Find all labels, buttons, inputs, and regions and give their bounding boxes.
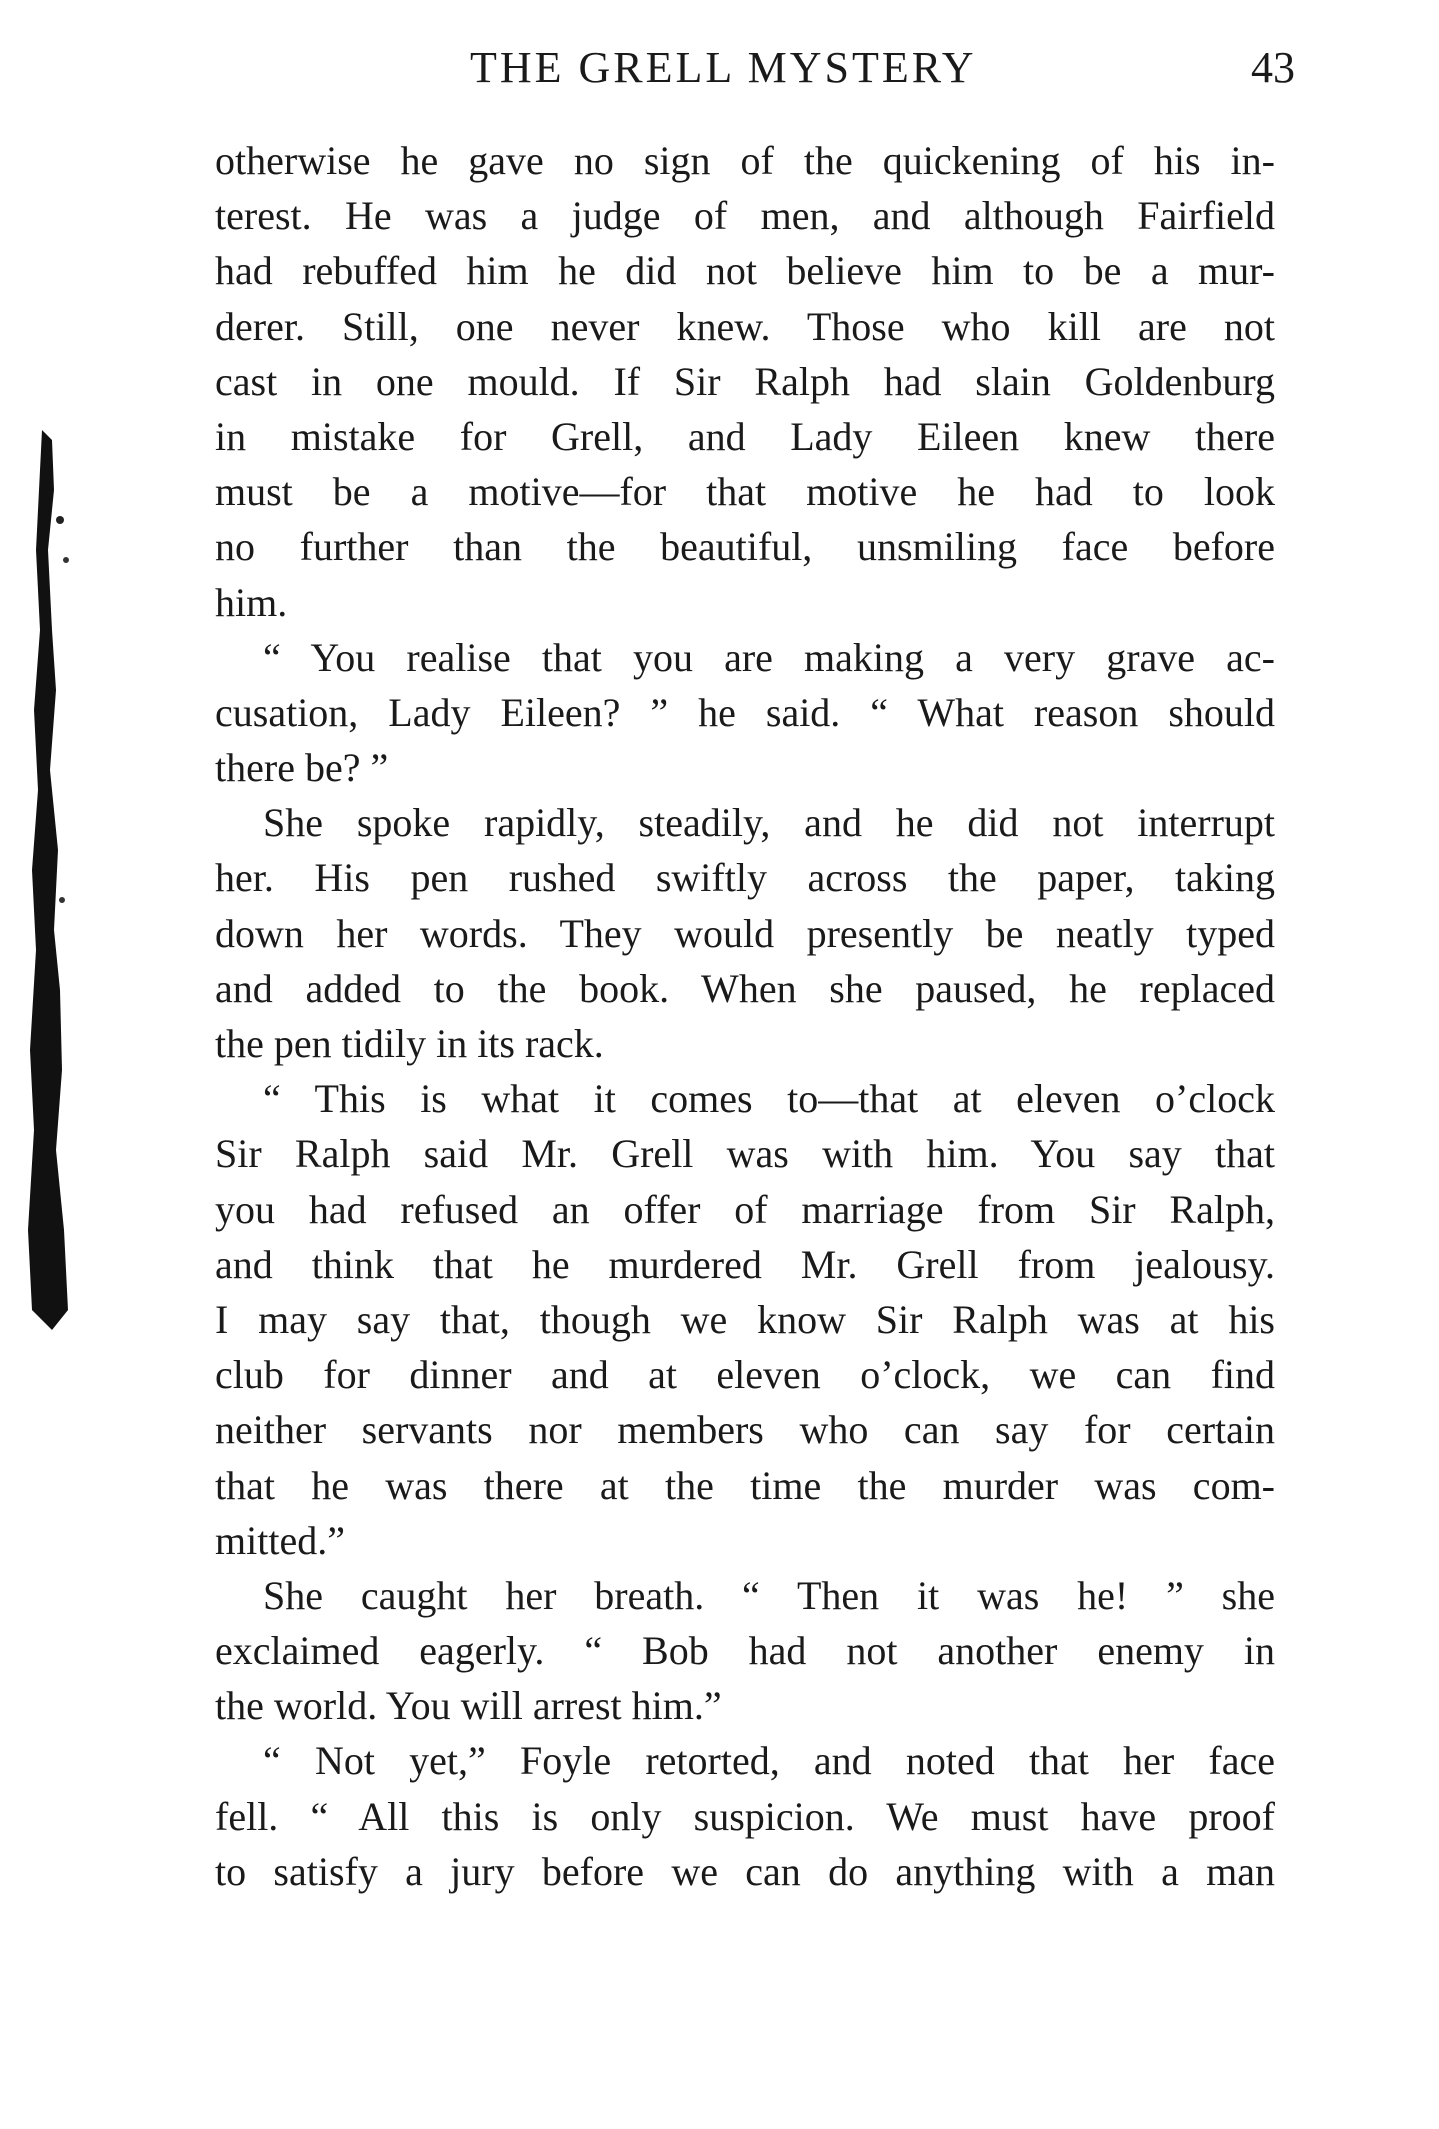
text-line: him.	[215, 579, 288, 625]
text-line: there be? ”	[215, 745, 389, 791]
text-line: “ You realise that you are making a very grave ac-	[263, 634, 1275, 680]
text-line: terest. He was a judge of men, and although Fairfield	[215, 193, 1275, 239]
text-line: you had refused an offer of marriage from Sir Ralph,	[215, 1186, 1275, 1232]
text-line: no further than the beautiful, unsmiling face before	[215, 524, 1275, 570]
page-number: 43	[1251, 43, 1295, 92]
text-line: club for dinner and at eleven o’clock, we can find	[215, 1352, 1275, 1398]
text-line: down her words. They would presently be neatly typed	[215, 910, 1275, 956]
text-line: She caught her breath. “ Then it was he! ” she	[263, 1572, 1275, 1618]
text-line: cusation, Lady Eileen? ” he said. “ What reason should	[215, 689, 1275, 735]
text-line: the world. You will arrest him.”	[215, 1683, 722, 1729]
text-line: must be a motive—for that motive he had to look	[215, 469, 1275, 515]
running-title: THE GRELL MYSTERY	[470, 43, 977, 92]
text-line: She spoke rapidly, steadily, and he did not interrupt	[263, 800, 1275, 846]
text-line: mitted.”	[215, 1517, 345, 1563]
text-line: cast in one mould. If Sir Ralph had slain Goldenburg	[215, 358, 1275, 404]
text-line: exclaimed eagerly. “ Bob had not another enemy in	[215, 1628, 1275, 1674]
text-line: derer. Still, one never knew. Those who kill are not	[215, 303, 1275, 349]
text-line: to satisfy a jury before we can do anything with a man	[215, 1848, 1275, 1894]
text-line: had rebuffed him he did not believe him to be a mur-	[215, 248, 1275, 294]
text-line: neither servants nor members who can say for certain	[215, 1407, 1275, 1453]
text-line: her. His pen rushed swiftly across the paper, taking	[215, 855, 1275, 901]
text-line: “ Not yet,” Foyle retorted, and noted that her face	[263, 1738, 1275, 1784]
binding-edge-shadow	[22, 430, 74, 1330]
body-text	[215, 133, 1275, 1899]
text-line: and added to the book. When she paused, he replaced	[215, 965, 1275, 1011]
text-line: the pen tidily in its rack.	[215, 1021, 604, 1066]
text-line: in mistake for Grell, and Lady Eileen knew there	[215, 413, 1275, 459]
text-line: otherwise he gave no sign of the quickening of his in-	[215, 138, 1275, 183]
text-line: and think that he murdered Mr. Grell from jealousy.	[215, 1241, 1275, 1287]
text-line: fell. “ All this is only suspicion. We must have proof	[215, 1793, 1275, 1839]
page-header	[215, 42, 1295, 102]
text-line: that he was there at the time the murder was com-	[215, 1462, 1275, 1508]
text-line: Sir Ralph said Mr. Grell was with him. You say that	[215, 1131, 1275, 1177]
text-line: “ This is what it comes to—that at eleven o’clock	[263, 1076, 1275, 1122]
text-line: I may say that, though we know Sir Ralph was at his	[215, 1296, 1275, 1342]
